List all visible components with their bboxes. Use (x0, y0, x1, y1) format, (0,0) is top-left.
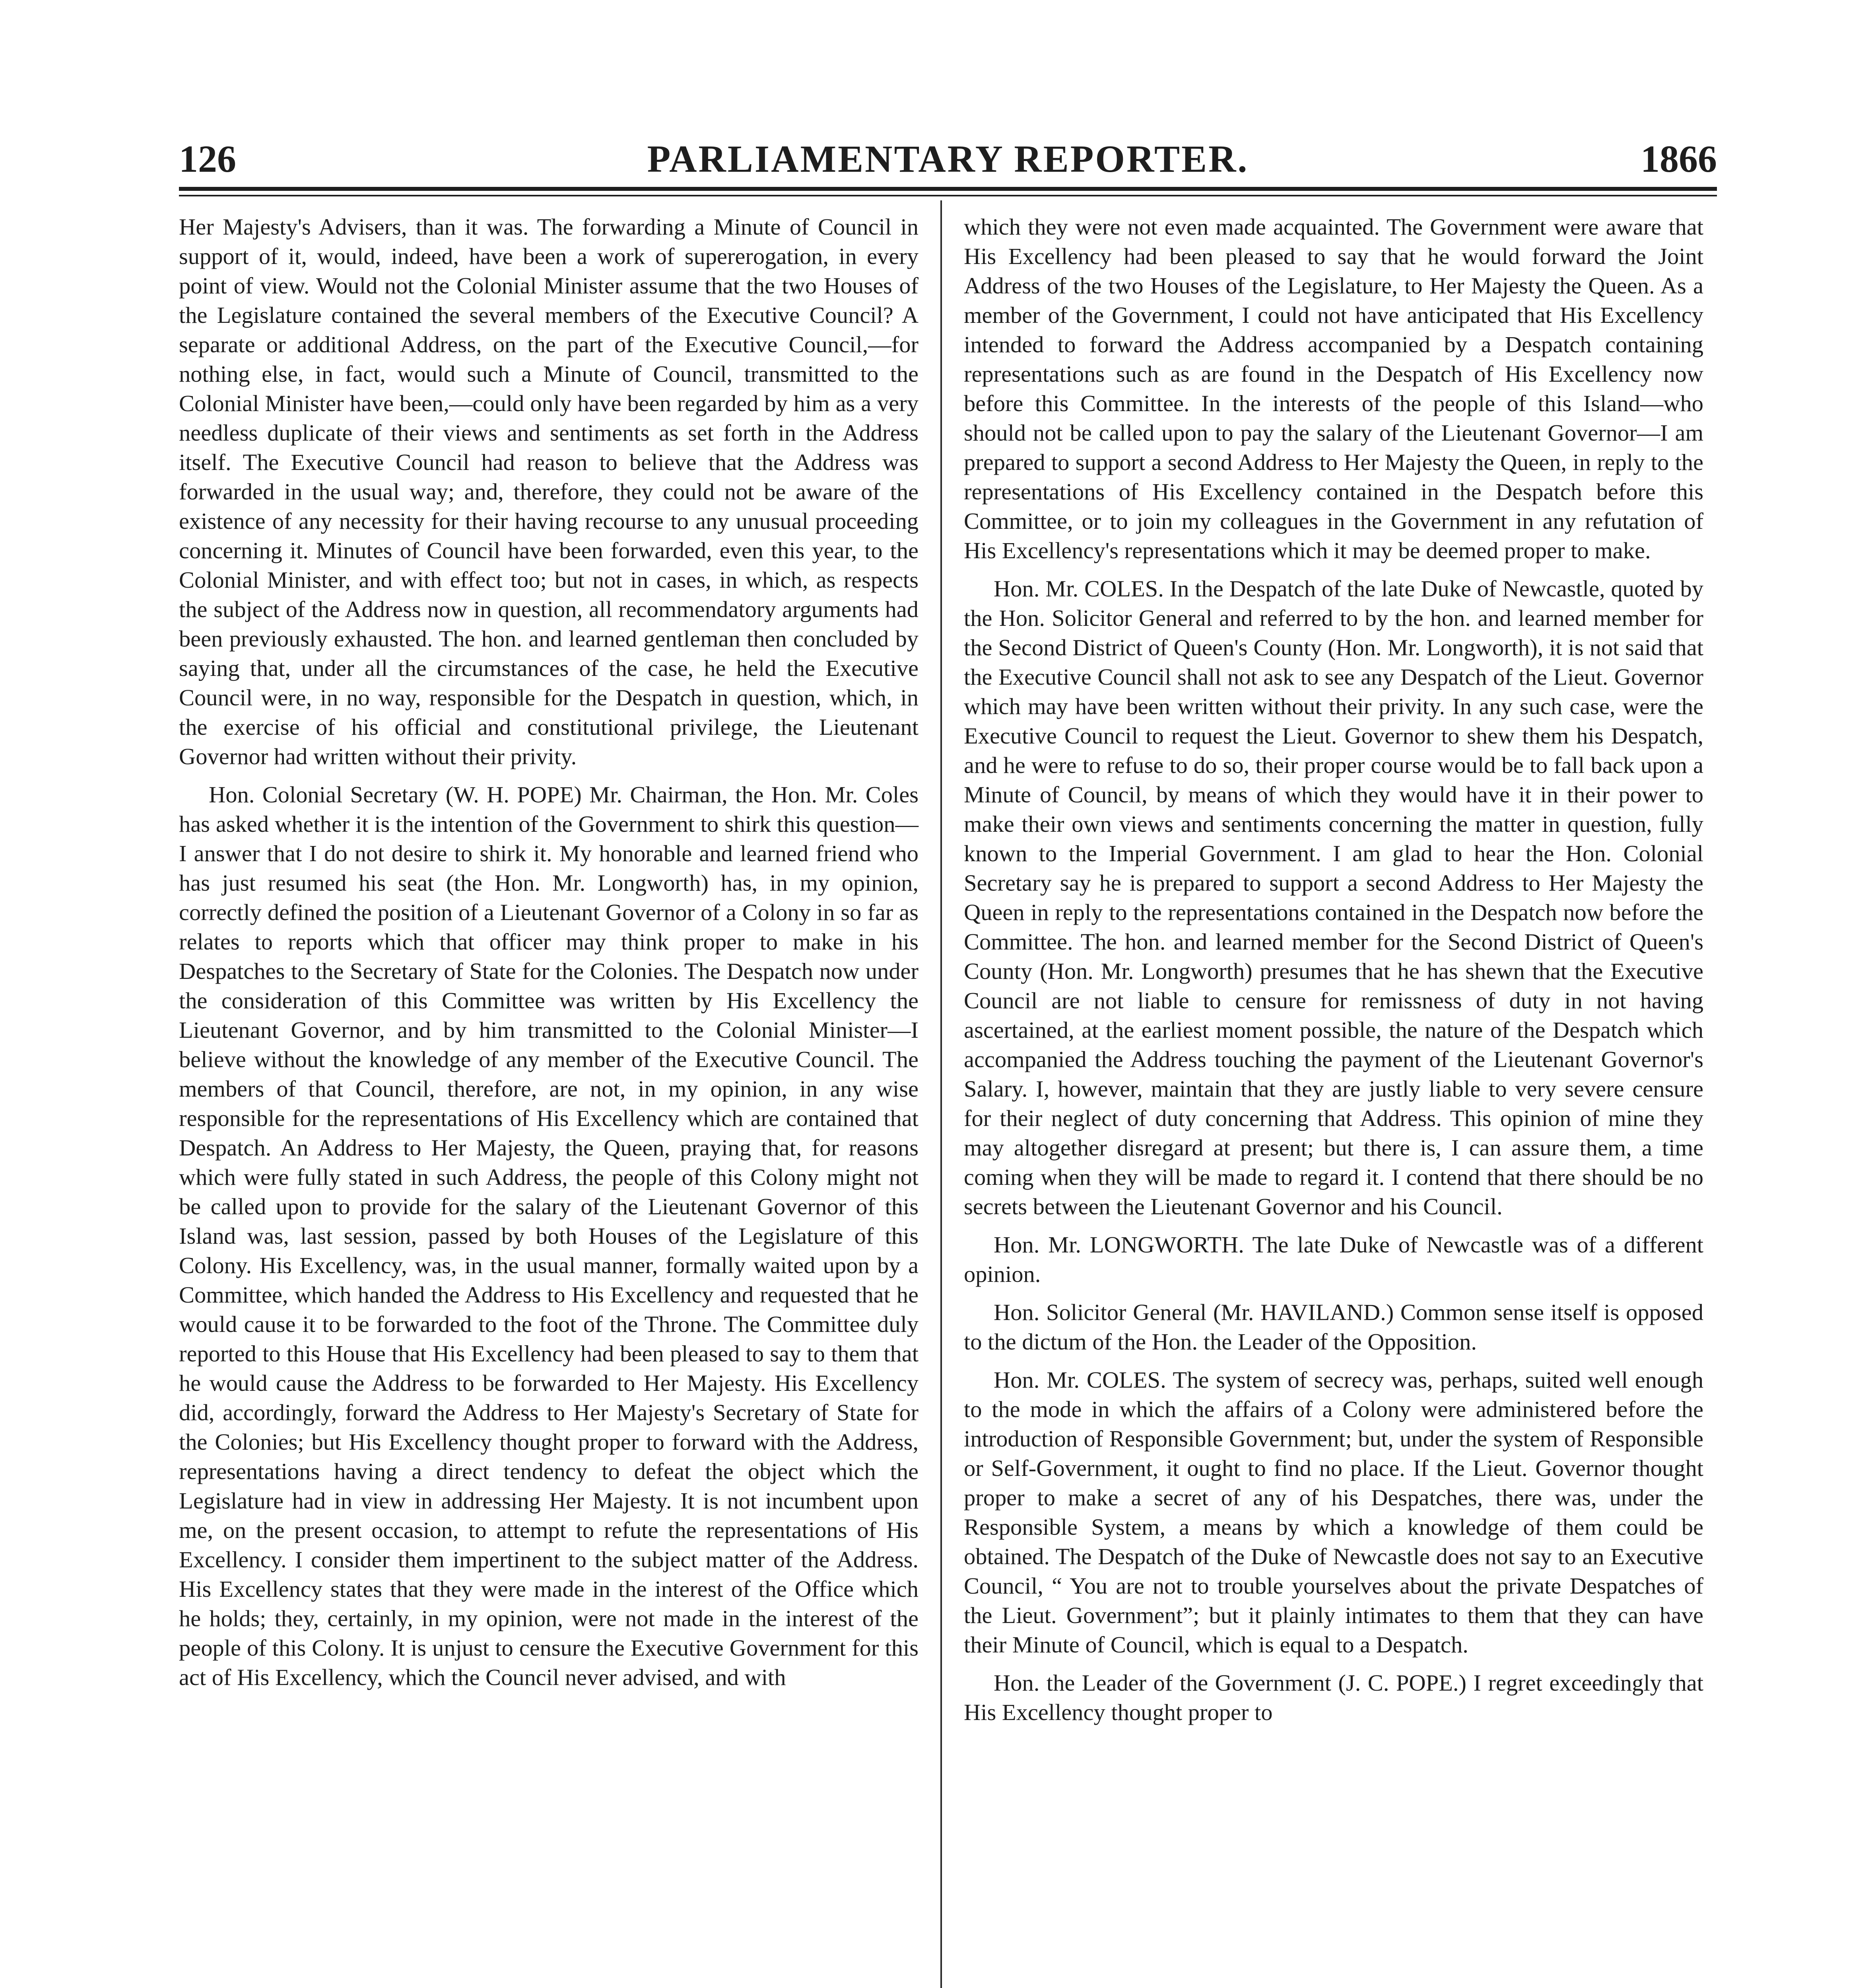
left-paragraph-1: Her Majesty's Advisers, than it was. The forwarding a Minute of Council in support of it, would, indeed, have been a work of supererogation, in every point of view. Would not the Colonial Minister assume that the two Houses of the Legislature contained the several members of the Executive Council? A separate or additional Address, on the part of the Executive Council,—for nothing else, in fact, would such a Minute of Council, transmitted to the Colonial Minister have been,—could only have been regarded by him as a very needless duplicate of their views and sentiments as set forth in the Address itself. The Executive Council had reason to believe that the Address was forwarded in the usual way; and, therefore, they could not be aware of the existence of any necessity for their having recourse to any unusual proceeding concerning it. Minutes of Council have been forwarded, even this year, to the Colonial Minister, and with effect too; but not in cases, in which, as respects the subject of the Address now in question, all recommendatory arguments had been previously exhausted. The hon. and learned gentleman then concluded by saying that, under all the circumstances of the case, he held the Executive Council were, in no way, responsible for the Despatch in question, which, in the exercise of his official and constitutional privilege, the Lieutenant Governor had written without their privity. (179, 214, 919, 769)
right-column (942, 212, 1703, 1988)
page-year: 1866 (1641, 138, 1717, 180)
page-number: 126 (179, 138, 236, 180)
left-column (179, 212, 940, 1988)
right-paragraph-5: Hon. Mr. COLES. The system of secrecy was, perhaps, suited well enough to the mode in which the affairs of a Colony were administered before the introduction of Responsible Government; but, under the system of Responsible or Self-Government, it ought to find no place. If the Lieut. Governor thought proper to make a secret of any of his Despatches, there was, under the Responsible System, a means by which a knowledge of them could be obtained. The Despatch of the Duke of Newcastle does not say to an Executive Council, “ You are not to trouble yourselves about the private Despatches of the Lieut. Government”; but it plainly intimates to them that they can have their Minute of Council, which is equal to a Despatch. (964, 1367, 1703, 1658)
right-paragraph-2: Hon. Mr. COLES. In the Despatch of the late Duke of Newcastle, quoted by the Hon. Solicitor General and referred to by the hon. and learned member for the Second District of Queen's County (Hon. Mr. Longworth), it is not said that the Executive Council shall not ask to see any Despatch of the Lieut. Governor which may have been written without their privity. In any such case, were the Executive Council to request the Lieut. Governor to shew them his Despatch, and he were to refuse to do so, their proper course would be to fall back upon a Minute of Council, by means of which they would have it in their power to make their own views and sentiments concerning the matter in question, fully known to the Imperial Government. I am glad to hear the Hon. Colonial Secretary say he is prepared to support a second Address to Her Majesty the Queen in reply to the representations contained in the Despatch now before the Committee. The hon. and learned member for the Second District of Queen's County (Hon. Mr. Longworth) presumes that he has shewn that the Executive Council are not liable to censure for remissness of duty in not having ascertained, at the earliest moment possible, the nature of the Despatch which accompanied the Address touching the payment of the Lieutenant Governor's Salary. I, however, maintain that they are justly liable to very severe censure for their neglect of duty concerning that Address. This opinion of mine they may altogether disregard at present; but there is, I can assure them, a time coming when they will be made to regard it. I contend that there should be no secrets between the Lieutenant Governor and his Council. (964, 576, 1703, 1219)
right-paragraph-6: Hon. the Leader of the Government (J. C. POPE.) I regret exceedingly that His Excellency thought proper to (964, 1670, 1703, 1725)
right-paragraph-4: Hon. Solicitor General (Mr. HAVILAND.) Common sense itself is opposed to the dictum of the Hon. the Leader of the Opposition. (964, 1299, 1703, 1355)
text-columns (179, 212, 1717, 1988)
right-paragraph-3: Hon. Mr. LONGWORTH. The late Duke of Newcastle was of a different opinion. (964, 1232, 1703, 1287)
publication-title: PARLIAMENTARY REPORTER. (647, 138, 1249, 180)
left-paragraph-2: Hon. Colonial Secretary (W. H. POPE) Mr. Chairman, the Hon. Mr. Coles has asked whether it is the intention of the Government to shirk this question—I answer that I do not desire to shirk it. My honorable and learned friend who has just resumed his seat (the Hon. Mr. Longworth) has, in my opinion, correctly defined the position of a Lieutenant Governor of a Colony in so far as relates to reports which that officer may think proper to make in his Despatches to the Secretary of State for the Colonies. The Despatch now under the consideration of this Committee was written by His Excellency the Lieutenant Governor, and by him transmitted to the Colonial Minister—I believe without the knowledge of any member of the Executive Council. The members of that Council, therefore, are not, in my opinion, in any wise responsible for the representations of His Excellency which are contained that Despatch. An Address to Her Majesty, the Queen, praying that, for reasons which were fully stated in such Address, the people of this Colony might not be called upon to provide for the salary of the Lieutenant Governor of this Island was, last session, passed by both Houses of the Legislature of this Colony. His Excellency, was, in the usual manner, formally waited upon by a Committee, which handed the Address to His Excellency and requested that he would cause it to be forwarded to the foot of the Throne. The Committee duly reported to this House that His Excellency had been pleased to say to them that he would cause the Address to be forwarded to Her Majesty. His Excellency did, accordingly, forward the Address to Her Majesty's Secretary of State for the Colonies; but His Excellency thought proper to forward with the Address, representations having a direct tendency to defeat the object which the Legislature had in view in addressing Her Majesty. It is not incumbent upon me, on the present occasion, to attempt to refute the representations of His Excellency. I consider them impertinent to the subject matter of the Address. His Excellency states that they were made in the interest of the Office which he holds; they, certainly, in my opinion, were not made in the interest of the people of this Colony. It is unjust to censure the Executive Government for this act of His Excellency, which the Council never advised, and with (179, 782, 919, 1690)
header-rule (179, 195, 1717, 196)
page-header (179, 131, 1717, 191)
right-paragraph-1: which they were not even made acquainted. The Government were aware that His Excellency had been pleased to say that he would forward the Joint Address of the two Houses of the Legislature, to Her Majesty the Queen. As a member of the Government, I could not have anticipated that His Excellency intended to forward the Address accompanied by a Despatch containing representations such as are found in the Despatch of His Excellency now before this Committee. In the interests of the people of this Island—who should not be called upon to pay the salary of the Lieutenant Governor—I am prepared to support a second Address to Her Majesty the Queen, in reply to the representations of His Excellency contained in the Despatch before this Committee, or to join my colleagues in the Government in any refutation of His Excellency's representations which it may be deemed proper to make. (964, 214, 1703, 563)
